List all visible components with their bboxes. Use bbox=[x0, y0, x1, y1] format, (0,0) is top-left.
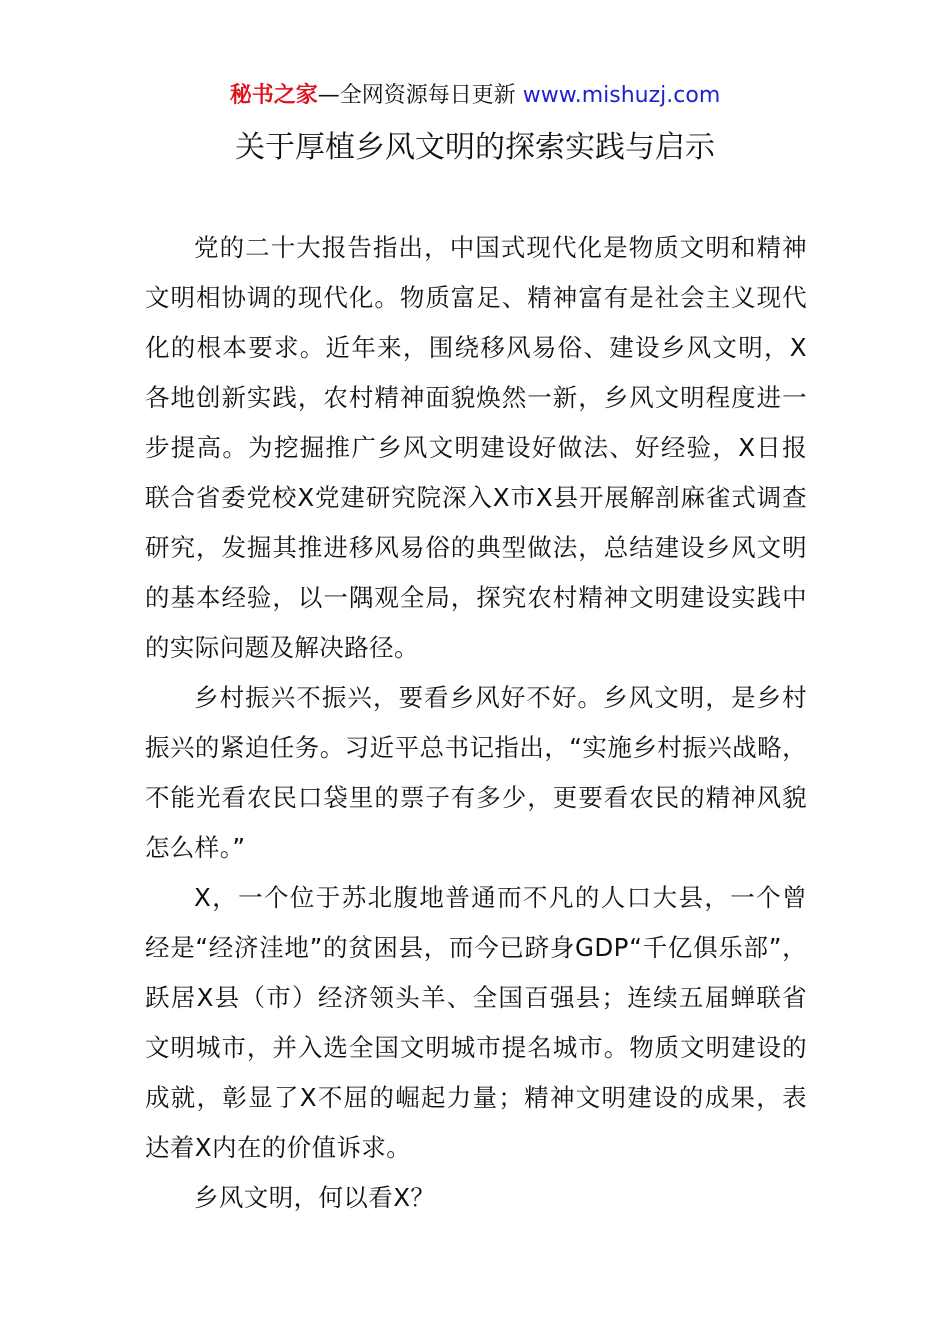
document-title: 关于厚植乡风文明的探索实践与启示 bbox=[235, 130, 715, 165]
paragraph: X，一个位于苏北腹地普通而不凡的人口大县，一个曾经是“经济洼地”的贫困县，而今已跻身GDP“千亿俱乐部”，跃居X县（市）经济领头羊、全国百强县；连续五届蝉联省文明城市，并入选全国文明城市提名城市。物质文明建设的成就，彰显了X不屈的崛起力量；精神文明建设的成果，表达着X内在的价值诉求。 bbox=[145, 883, 807, 1162]
paragraph: 党的二十大报告指出，中国式现代化是物质文明和精神文明相协调的现代化。物质富足、精神富有是社会主义现代化的根本要求。近年来，围绕移风易俗、建设乡风文明，X各地创新实践，农村精神面貌焕然一新，乡风文明程度进一步提高。为挖掘推广乡风文明建设好做法、好经验，X日报联合省委党校X党建研究院深入X市X县开展解剖麻雀式调查研究，发掘其推进移风易俗的典型做法，总结建设乡风文明的基本经验，以一隅观全局，探究农村精神文明建设实践中的实际问题及解决路径。 bbox=[145, 233, 807, 662]
site-header bbox=[0, 80, 950, 112]
document-body bbox=[145, 223, 807, 1223]
paragraph: 乡风文明，何以看X？ bbox=[194, 1183, 436, 1212]
site-tagline: —全网资源每日更新 bbox=[317, 83, 523, 108]
paragraph: 乡村振兴不振兴，要看乡风好不好。乡风文明，是乡村振兴的紧迫任务。习近平总书记指出，“实施乡村振兴战略，不能光看农民口袋里的票子有多少，更要看农民的精神风貌怎么样。” bbox=[145, 683, 807, 862]
site-url-link[interactable]: www.mishuzj.com bbox=[522, 83, 721, 108]
site-brand: 秘书之家 bbox=[229, 83, 318, 108]
